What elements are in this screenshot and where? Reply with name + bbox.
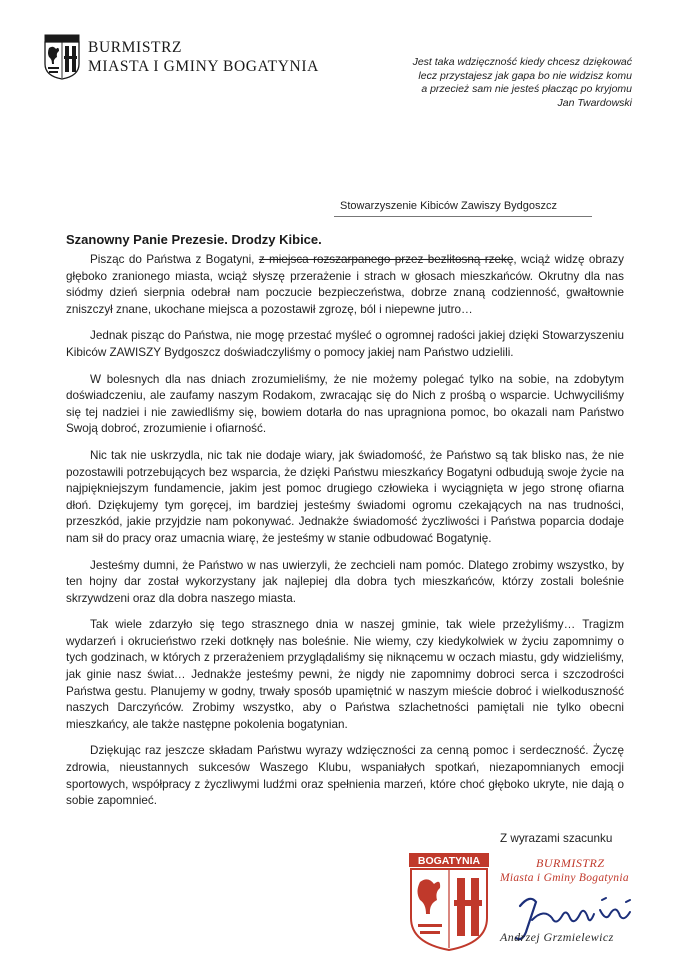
motto-line: a przecież sam nie jesteś płacząc po kryjomu: [421, 83, 632, 95]
motto-quote: [332, 56, 632, 110]
org-title: [88, 38, 319, 76]
stamp-subtitle: Miasta i Gminy Bogatynia: [500, 872, 629, 884]
motto-line: lecz przystajesz jak gapa bo nie widzisz komu: [418, 69, 632, 82]
paragraph: [66, 252, 624, 318]
paragraph: W bolesnych dla nas dniach zrozumieliśmy, że nie możemy polegać tylko na sobie, na zdobytym doświadczeniu, ale zaufamy naszym Rodakom, zwracając się do Nich z prośbą o wsparcie. Uchwyciliśmy się tej nadziei i nie zawiedliśmy się, bowiem dotarła do nas upragniona pomoc, bo okazali nam Państwo Swoją dobroć, zrozumienie i ofiarność.: [66, 372, 624, 436]
org-title-line1: BURMISTRZ: [88, 39, 183, 56]
letter-body: [66, 252, 624, 820]
paragraph-rest: , wciąż widzę obrazy głęboko zranionego miasta, wciąż słyszę przerażenie i strach w głosach mieszkańców. Okrutny dla nas siódmy dzień sierpnia odebrał nam poczucie bezpieczeństwa, dobrze znaną codzienność, gwałtownie zniszczył znane, ukochane miejsca a pozostawił zgrozę, ból i niepewne jutro…: [66, 253, 624, 316]
bogatynia-crest-icon: [44, 34, 80, 80]
paragraph: Dziękując raz jeszcze składam Państwu wyrazy wdzięczności za cenną pomoc i serdeczność. Życzę zdrowia, nieustannych sukcesów Waszego Klubu, wspaniałych spotkań, niezapomnianych emocji sportowych, współpracy z życzliwymi ludźmi oraz spełnienia marzeń, które choć głęboko ukryte, nie dają o sobie zapomnieć.: [66, 744, 624, 808]
org-title-line2: MIASTA I GMINY BOGATYNIA: [88, 58, 319, 75]
motto-line: Jest taka wdzięczność kiedy chcesz dziękować: [412, 56, 632, 68]
signer-name: Andrzej Grzmielewicz: [500, 930, 614, 944]
motto-author: Jan Twardowski: [557, 96, 632, 109]
paragraph-lead: Pisząc do Państwa z Bogatyni,: [90, 253, 259, 266]
recipient: Stowarzyszenie Kibiców Zawiszy Bydgoszcz: [340, 200, 558, 212]
stamp-crest-label: BOGATYNIA: [417, 855, 481, 867]
salutation: Szanowny Panie Prezesie. Drodzy Kibice.: [66, 232, 322, 247]
paragraph: Jesteśmy dumni, że Państwo w nas uwierzyli, że zechcieli nam pomóc. Dlatego zrobimy wszystko, by ten hojny dar został wykorzystany jak najlepiej dla dobra tych mieszkańców, którzy zostali boleśnie skrzywdzeni oraz dla dobra naszego miasta.: [66, 558, 624, 605]
paragraph: Jednak pisząc do Państwa, nie mogę przestać myśleć o ogromnej radości jakiej dzięki Stowarzyszeniu Kibiców ZAWISZY Bydgoszcz doświadczyliśmy o pomocy jakiej nam Państwo udzielili.: [66, 329, 624, 359]
recipient-underline: [334, 216, 592, 217]
stamp-title: BURMISTRZ: [536, 856, 605, 870]
paragraph: Nic tak nie uskrzydla, nic tak nie dodaje wiary, jak świadomość, że Państwo są tak blisko nas, że nie pozostawili potrzebujących bez wsparcia, że dzięki Państwu mieszkańcy Bogatyni odbudują swoje życie na najpiękniejszym fundamencie, jakim jest pomoc drugiego człowieka i wyciągnięta w jego stronę ofiarna dłoń. Dziękujemy tym goręcej, im bardziej jesteśmy świadomi ogromu czekających na nas trudności, przeszkód, jakie przyjdzie nam pokonywać. Jednakże świadomość życzliwości i Państwa poparcia dodaje nam sił do pracy oraz umacnia wiarę, że jesteśmy w stanie odbudować Bogatynię.: [66, 448, 624, 545]
closing-phrase: Z wyrazami szacunku: [500, 832, 613, 845]
paragraph: Tak wiele zdarzyło się tego strasznego dnia w naszej gminie, tak wiele przeżyliśmy… Tragizm wydarzeń i okrucieństwo rzeki dotknęły nas boleśnie. Nie wiemy, czy kiedykolwiek w życiu zapomnimy o tych godzinach, w których z przerażeniem przyglądaliśmy się niknącemu w oczach miastu, gdy widzieliśmy, jak ginie nasz świat… Jednakże jesteśmy pewni, że nigdy nie zapomnimy dobroci serca i szczodrości Państwa gestu. Planujemy w godny, trwały sposób upamiętnić w naszym mieście dobroć i wielkoduszność naszych Darczyńców. Zrobimy wszystko, aby o Państwa szlachetności pamiętali nie tylko obecni mieszkańcy, ale także następne pokolenia bogatynian.: [66, 618, 624, 731]
official-stamp-crest-icon: [408, 852, 490, 952]
struck-text: z miejsca rozszarpanego przez bezlitosną rzekę: [258, 253, 514, 266]
